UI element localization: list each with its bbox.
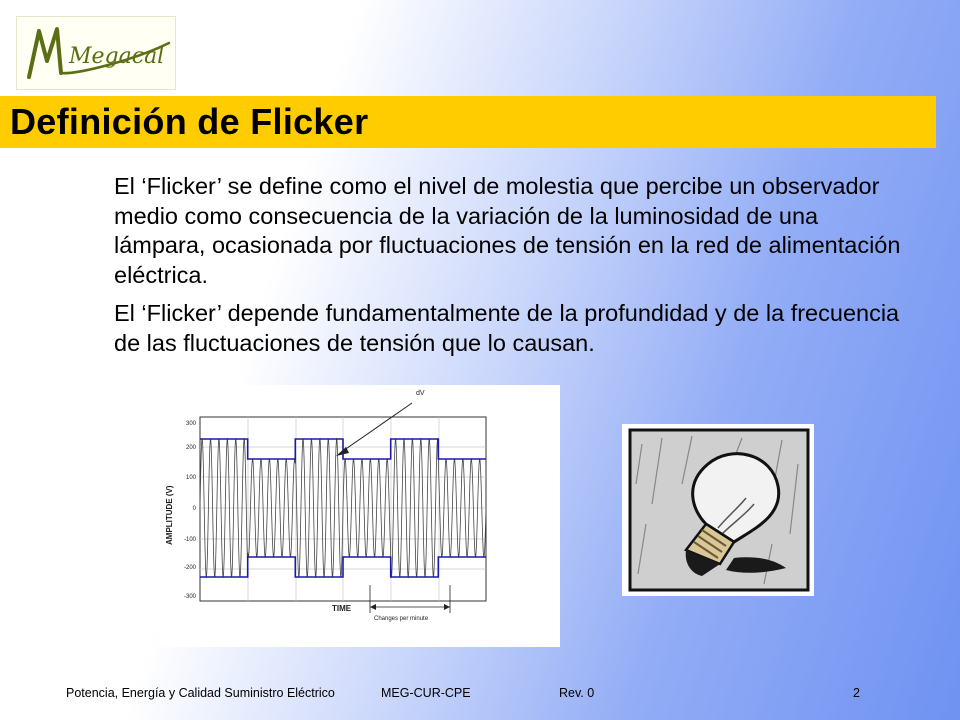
dv-arrow xyxy=(340,403,412,453)
paragraph-dependence: El ‘Flicker’ depende fundamentalmente de la profundidad y de la frecuencia de las fluctuaciones de tensión que lo causan. xyxy=(114,300,900,356)
paragraph-definition: El ‘Flicker’ se define como el nivel de molestia que percibe un observador medio como consecuencia de la variación de la luminosidad de una lámpara, ocasionada por fluctuaciones de tensión en la red de alimentación eléctrica. xyxy=(114,173,901,288)
ytick-minus300: -300 xyxy=(183,594,196,600)
ytick-100: 100 xyxy=(185,475,196,481)
ytick-0: 0 xyxy=(192,506,196,512)
footer-code: MEG-CUR-CPE xyxy=(381,686,471,700)
company-logo xyxy=(16,16,176,90)
ytick-300: 300 xyxy=(185,421,196,427)
dv-label: dV xyxy=(416,390,425,397)
bracket-arrow-right xyxy=(444,604,450,610)
lower-envelope xyxy=(200,557,486,577)
footer-course: Potencia, Energía y Calidad Suministro Eléctrico xyxy=(66,686,335,700)
x-axis-label: TIME xyxy=(332,604,352,613)
megacal-logo-mark xyxy=(17,17,175,89)
slide-title: Definición de Flicker xyxy=(10,101,369,142)
page-number: 2 xyxy=(853,686,860,700)
light-bulb-icon xyxy=(622,424,814,596)
ytick-minus100: -100 xyxy=(183,537,196,543)
bracket-arrow-left xyxy=(370,604,376,610)
footer-revision: Rev. 0 xyxy=(559,686,595,700)
logo-wordmark: Megacal xyxy=(69,44,165,69)
title-bar xyxy=(0,96,936,148)
light-bulb-clipart xyxy=(622,424,814,596)
changes-per-minute-label: Changes per minute xyxy=(374,616,429,622)
ytick-minus200: -200 xyxy=(183,565,196,571)
body-text xyxy=(114,172,904,367)
y-axis-label: AMPLITUDE (V) xyxy=(165,485,174,545)
voltage-fluctuation-figure xyxy=(160,385,560,647)
ytick-200: 200 xyxy=(185,445,196,451)
